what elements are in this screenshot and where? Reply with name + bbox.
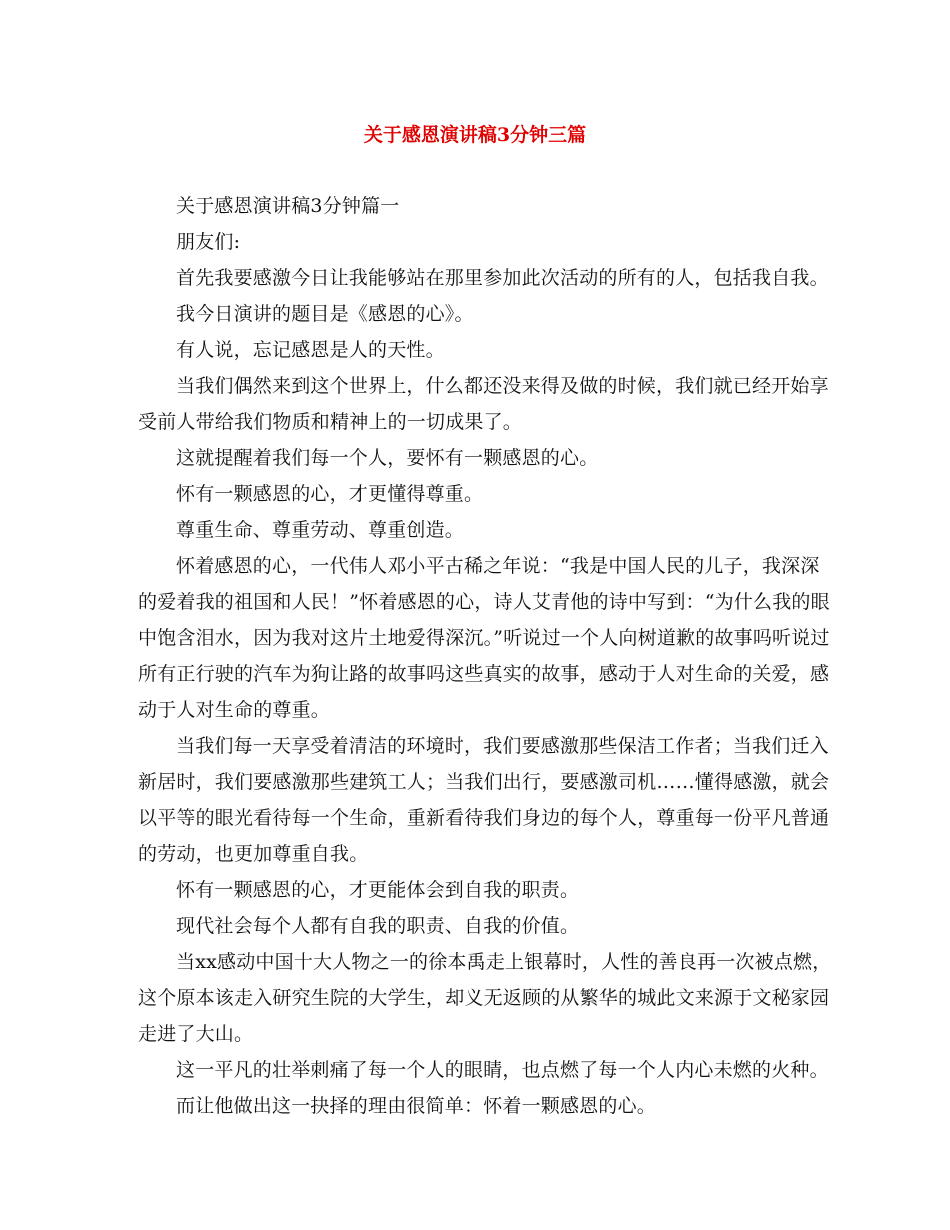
paragraph: 尊重生命、尊重劳动、尊重创造。 [176,519,465,541]
paragraph-salutation: 朋友们: [176,231,241,253]
paragraph: 当我们每一天享受着清洁的环境时，我们要感激那些保洁工作者；当我们迁入新居时，我们要感激那些建筑工人；当我们出行，要感激司机……懂得感激，就会以平等的眼光看待每一个生命，重新看待我们身边的每个人，尊重每一份平凡普通的劳动，也更加尊重自我。 [138,735,830,865]
paragraph: 这一平凡的壮举刺痛了每一个人的眼睛，也点燃了每一个人内心未燃的火种。 [176,1059,829,1081]
document-title: 关于感恩演讲稿3分钟三篇 [363,124,587,146]
paragraph: 怀有一颗感恩的心，才更能体会到自我的职责。 [176,879,580,901]
paragraph: 当我们偶然来到这个世界上，什么都还没来得及做的时候，我们就已经开始享受前人带给我们物质和精神上的一切成果了。 [138,375,829,433]
paragraph: 我今日演讲的题目是《感恩的心》。 [176,303,474,325]
paragraph: 这就提醒着我们每一个人，要怀有一颗感恩的心。 [176,447,599,469]
paragraph: 当xx感动中国十大人物之一的徐本禹走上银幕时，人性的善良再一次被点燃，这个原本该走入研究生院的大学生，却义无返顾的从繁华的城此文来源于文秘家园走进了大山。 [138,951,832,1045]
paragraph-heading: 关于感恩演讲稿3分钟篇一 [176,195,400,217]
paragraph: 有人说，忘记感恩是人的天性。 [176,339,445,361]
paragraph: 怀着感恩的心，一代伟人邓小平古稀之年说：“我是中国人民的儿子，我深深的爱着我的祖国和人民！”怀着感恩的心，诗人艾青他的诗中写到：“为什么我的眼中饱含泪水，因为我对这片土地爱得深沉。”听说过一个人向树道歉的故事吗听说过所有正行驶的汽车为狗让路的故事吗这些真实的故事，感动于人对生命的关爱，感动于人对生命的尊重。 [138,555,830,721]
paragraph: 而让他做出这一抉择的理由很简单：怀着一颗感恩的心。 [176,1095,657,1117]
paragraph: 现代社会每个人都有自我的职责、自我的价值。 [176,915,580,937]
paragraph: 首先我要感激今日让我能够站在那里参加此次活动的所有的人，包括我自我。 [176,267,829,289]
document-body [138,188,834,1124]
paragraph: 怀有一颗感恩的心，才更懂得尊重。 [176,483,484,505]
